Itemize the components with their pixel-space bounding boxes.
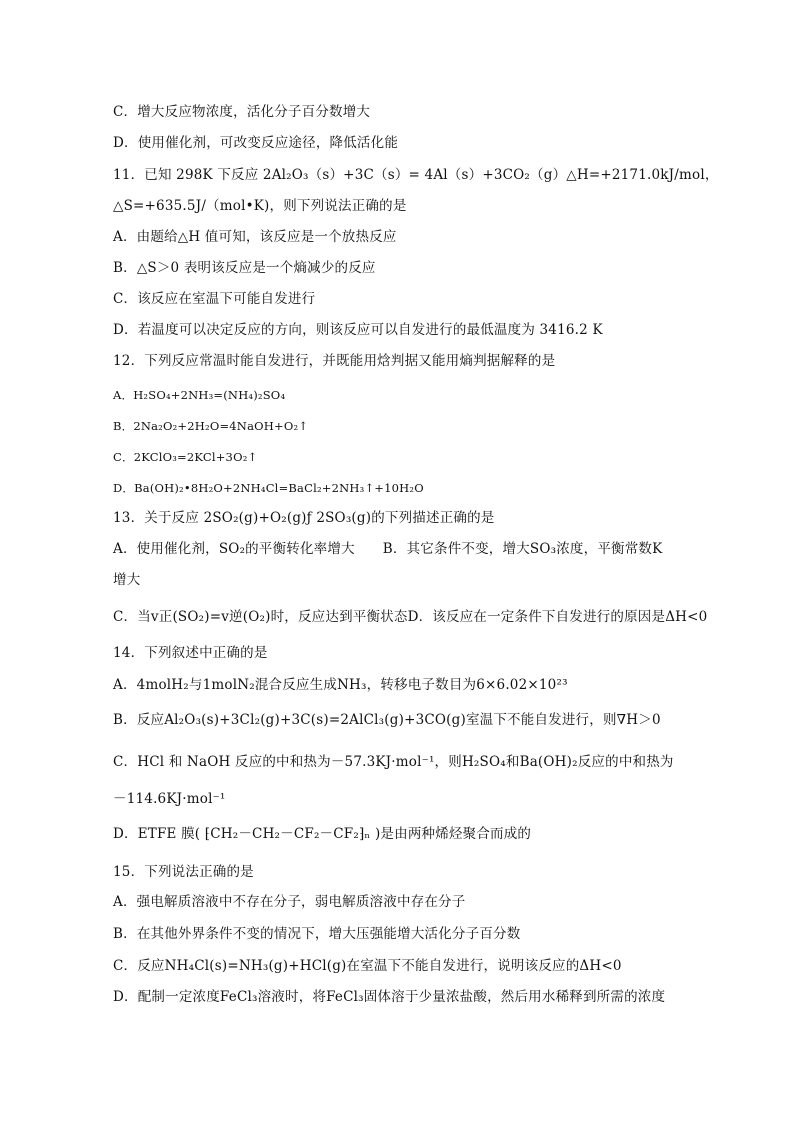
option-13b-continued: 增大 (113, 572, 141, 588)
option-13b: B．其它条件不变，增大SO₃浓度，平衡常数K (382, 541, 663, 557)
option-13c-13d: C．当v正(SO₂)=v逆(O₂)时，反应达到平衡状态D．该反应在一定条件下自发进行的原因是ΔH<0 (113, 609, 708, 625)
option-14b: B．反应Al₂O₃(s)+3Cl₂(g)+3C(s)=2AlCl₃(g)+3CO(g)室温下不能自发进行，则∇H＞0 (113, 712, 661, 728)
option-11a: A．由题给△H 值可知，该反应是一个放热反应 (113, 229, 397, 245)
option-14c: C．HCl 和 NaOH 反应的中和热为－57.3KJ·mol⁻¹，则H₂SO₄和Ba(OH)₂反应的中和热为 (113, 754, 674, 770)
question-11-stem-2: △S=+635.5J/（mol•K)，则下列说法正确的是 (113, 198, 407, 214)
option-14c-continued: －114.6KJ·mol⁻¹ (113, 791, 226, 807)
option-14d: D．ETFE 膜( ⁅CH₂－CH₂－CF₂－CF₂⁆ₙ )是由两种烯烃聚合而成的 (113, 826, 532, 842)
option-12a: A．H₂SO₄+2NH₃=(NH₄)₂SO₄ (113, 388, 286, 402)
option-14a: A．4molH₂与1molN₂混合反应生成NH₃，转移电子数目为6×6.02×10²³ (113, 677, 568, 693)
question-13-stem: 13．关于反应 2SO₂(g)+O₂(g)ƒ 2SO₃(g)的下列描述正确的是 (113, 510, 495, 526)
question-14-stem: 14．下列叙述中正确的是 (113, 645, 268, 661)
question-11-stem-1: 11．已知 298K 下反应 2Al₂O₃（s）+3C（s）= 4Al（s）+3CO₂（g）△H=+2171.0kJ/mol， (113, 167, 719, 183)
option-12c: C．2KClO₃=2KCl+3O₂↑ (113, 450, 258, 464)
option-11b: B．△S＞0 表明该反应是一个熵减少的反应 (113, 260, 376, 276)
option-10c: C．增大反应物浓度，活化分子百分数增大 (113, 104, 371, 120)
option-12d: D．Ba(OH)₂•8H₂O+2NH₄Cl=BaCl₂+2NH₃↑+10H₂O (113, 481, 424, 495)
option-15c: C．反应NH₄Cl(s)=NH₃(g)+HCl(g)在室温下不能自发进行，说明该反应的ΔH<0 (113, 958, 622, 974)
option-15d: D．配制一定浓度FeCl₃溶液时，将FeCl₃固体溶于少量浓盐酸，然后用水稀释到所需的浓度 (113, 989, 666, 1005)
option-15a: A．强电解质溶液中不存在分子，弱电解质溶液中存在分子 (113, 894, 466, 910)
option-13a-13b (113, 541, 662, 557)
question-12-stem: 12．下列反应常温时能自发进行，并既能用焓判据又能用熵判据解释的是 (113, 353, 556, 369)
option-15b: B．在其他外界条件不变的情况下，增大压强能增大活化分子百分数 (113, 926, 521, 942)
option-12b: B．2Na₂O₂+2H₂O=4NaOH+O₂↑ (113, 419, 309, 433)
option-11d: D．若温度可以决定反应的方向，则该反应可以自发进行的最低温度为 3416.2 K (113, 322, 603, 338)
option-11c: C．该反应在室温下可能自发进行 (113, 291, 316, 307)
option-10d: D．使用催化剂，可改变反应途径，降低活化能 (113, 135, 399, 151)
option-13a: A．使用催化剂，SO₂的平衡转化率增大 (113, 541, 355, 557)
question-15-stem: 15．下列说法正确的是 (113, 864, 254, 880)
